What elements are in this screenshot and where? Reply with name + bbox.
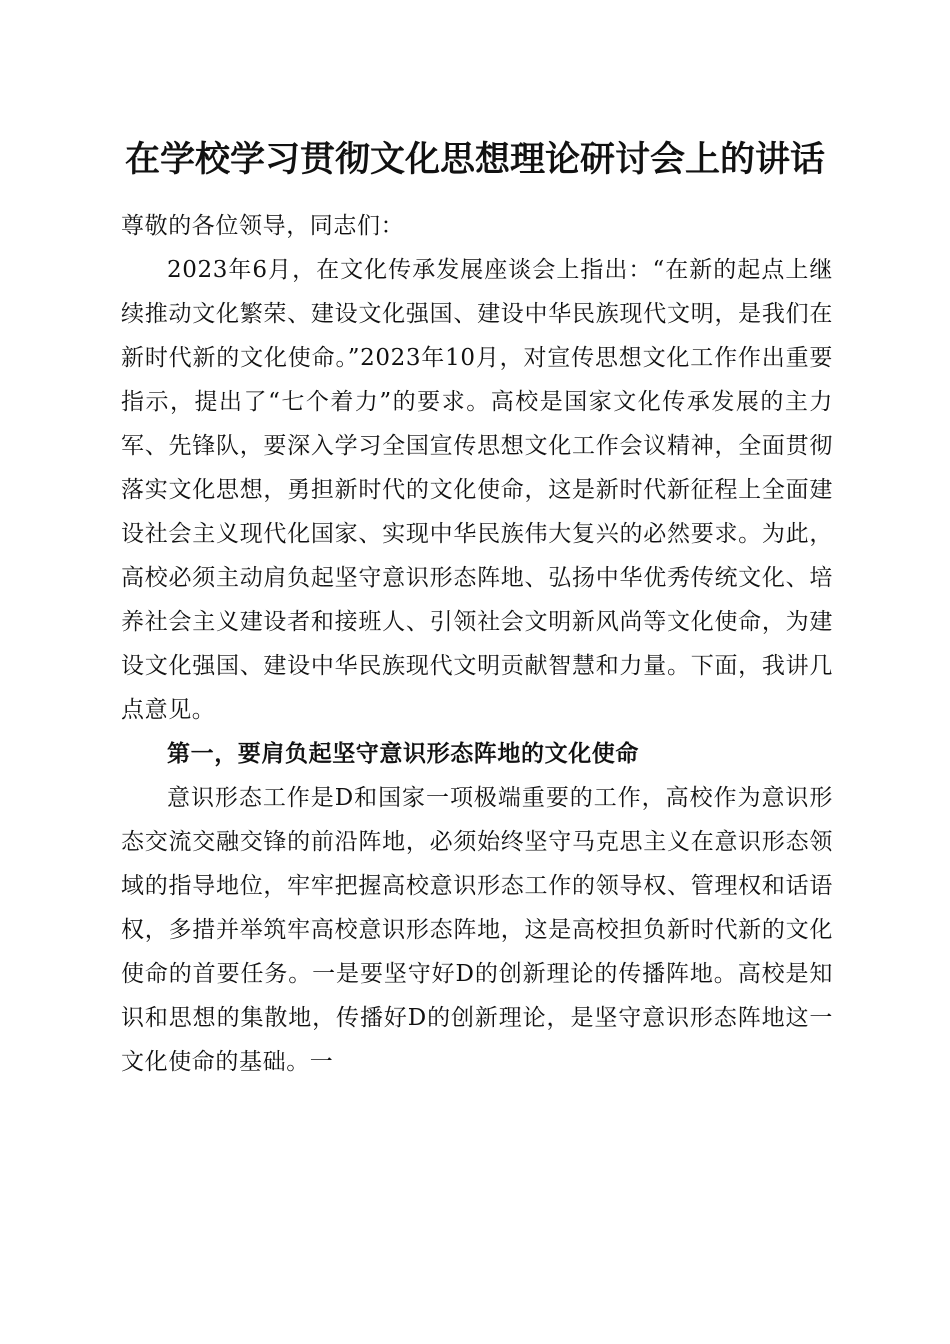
document-body [121,204,833,1084]
section-heading: 第一，要肩负起坚守意识形态阵地的文化使命 [167,740,639,767]
document-title: 在学校学习贯彻文化思想理论研讨会上的讲话 [124,139,825,180]
salutation: 尊敬的各位领导，同志们： [121,213,405,239]
paragraph: 意识形态工作是D和国家一项极端重要的工作，高校作为意识形态交流交融交锋的前沿阵地，必须始终坚守马克思主义在意识形态领域的指导地位，牢牢把握高校意识形态工作的领导权、管理权和话语权，多措并举筑牢高校意识形态阵地，这是高校担负新时代新的文化使命的首要任务。一是要坚守好D的创新理论的传播阵地。高校是知识和思想的集散地，传播好D的创新理论，是坚守意识形态阵地这一文化使命的基础。一 [121,785,833,1075]
paragraph: 2023年6月，在文化传承发展座谈会上指出：“在新的起点上继续推动文化繁荣、建设文化强国、建设中华民族现代文明，是我们在新时代新的文化使命。”2023年10月，对宣传思想文化工作作出重要指示，提出了“七个着力”的要求。高校是国家文化传承发展的主力军、先锋队，要深入学习全国宣传思想文化工作会议精神，全面贯彻落实文化思想，勇担新时代的文化使命，这是新时代新征程上全面建设社会主义现代化国家、实现中华民族伟大复兴的必然要求。为此，高校必须主动肩负起坚守意识形态阵地、弘扬中华优秀传统文化、培养社会主义建设者和接班人、引领社会文明新风尚等文化使命，为建设文化强国、建设中华民族现代文明贡献智慧和力量。下面，我讲几点意见。 [121,257,833,723]
